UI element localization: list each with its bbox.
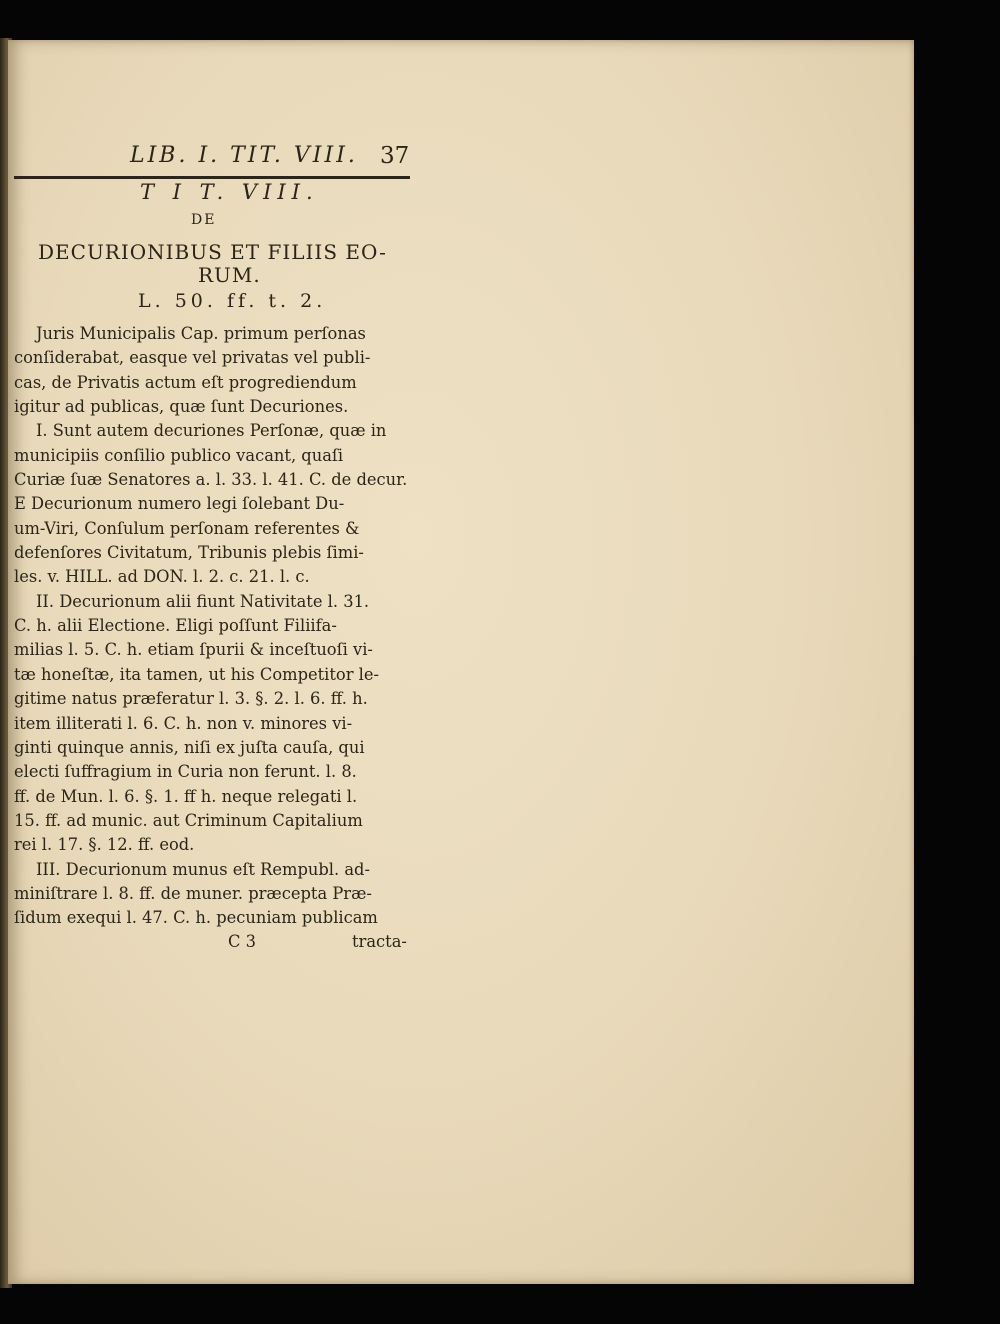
page-number: 37 (380, 143, 410, 169)
body-line: Curiæ ſuæ Senatores a. l. 33. l. 41. C. de decur. (14, 470, 408, 490)
body-line: les. v. HILL. ad DON. l. 2. c. 21. l. c. (14, 567, 310, 587)
signature-mark: C 3 (228, 932, 256, 951)
body-line: II. Decurionum alii fiunt Nativitate l. 31. (36, 591, 370, 611)
body-line: tæ honeſtæ, ita tamen, ut his Competitor le- (14, 664, 380, 684)
section-title-continuation: RUM. (198, 263, 261, 287)
catchword: tracta- (352, 932, 407, 951)
title-label: T I T. VIII. (140, 180, 319, 204)
legal-reference: L. 50. ff. t. 2. (138, 290, 327, 312)
header-rule (14, 176, 410, 179)
title-de: DE (191, 212, 217, 228)
body-line: 15. ff. ad munic. aut Criminum Capitalium (14, 810, 363, 830)
body-text (14, 322, 414, 931)
body-line: E Decurionum numero legi ſolebant Du- (14, 494, 345, 514)
body-line: Juris Municipalis Cap. primum perſonas (36, 324, 366, 343)
body-line: ſidum exequi l. 47. C. h. pecuniam publicam (14, 908, 378, 928)
body-line: rei l. 17. §. 12. ff. eod. (14, 835, 195, 855)
body-line: III. Decurionum munus eſt Rempubl. ad- (36, 859, 370, 879)
body-line: C. h. alii Electione. Eligi poſſunt Filiifa- (14, 616, 337, 636)
section-title: DECURIONIBUS ET FILIIS EO- (38, 240, 387, 264)
body-line: miniſtrare l. 8. ff. de muner. præcepta Præ- (14, 883, 372, 903)
running-head: LIB. I. TIT. VIII. (130, 143, 358, 168)
body-line: igitur ad publicas, quæ ſunt Decuriones. (14, 397, 349, 417)
body-line: conſiderabat, easque vel privatas vel publi- (14, 348, 371, 368)
body-line: I. Sunt autem decuriones Perſonæ, quæ in (36, 421, 387, 441)
body-line: cas, de Privatis actum eſt progrediendum (14, 372, 357, 392)
body-line: gitime natus præferatur l. 3. §. 2. l. 6. ff. h. (14, 689, 368, 709)
body-line: ff. de Mun. l. 6. §. 1. ff h. neque relegati l. (14, 786, 358, 806)
body-line: defenſores Civitatum, Tribunis plebis ſimi- (14, 543, 364, 563)
body-line: item illiterati l. 6. C. h. non v. minores vi- (14, 713, 353, 733)
body-line: um-Viri, Conſulum perſonam referentes & (14, 518, 360, 538)
body-line: municipiis conſilio publico vacant, quaſi (14, 445, 344, 465)
body-line: milias l. 5. C. h. etiam ſpurii & inceſtuoſi vi- (14, 640, 373, 660)
body-line: electi ſuffragium in Curia non ferunt. l. 8. (14, 762, 357, 782)
body-line: ginti quinque annis, niſi ex juſta cauſa, qui (14, 737, 365, 757)
